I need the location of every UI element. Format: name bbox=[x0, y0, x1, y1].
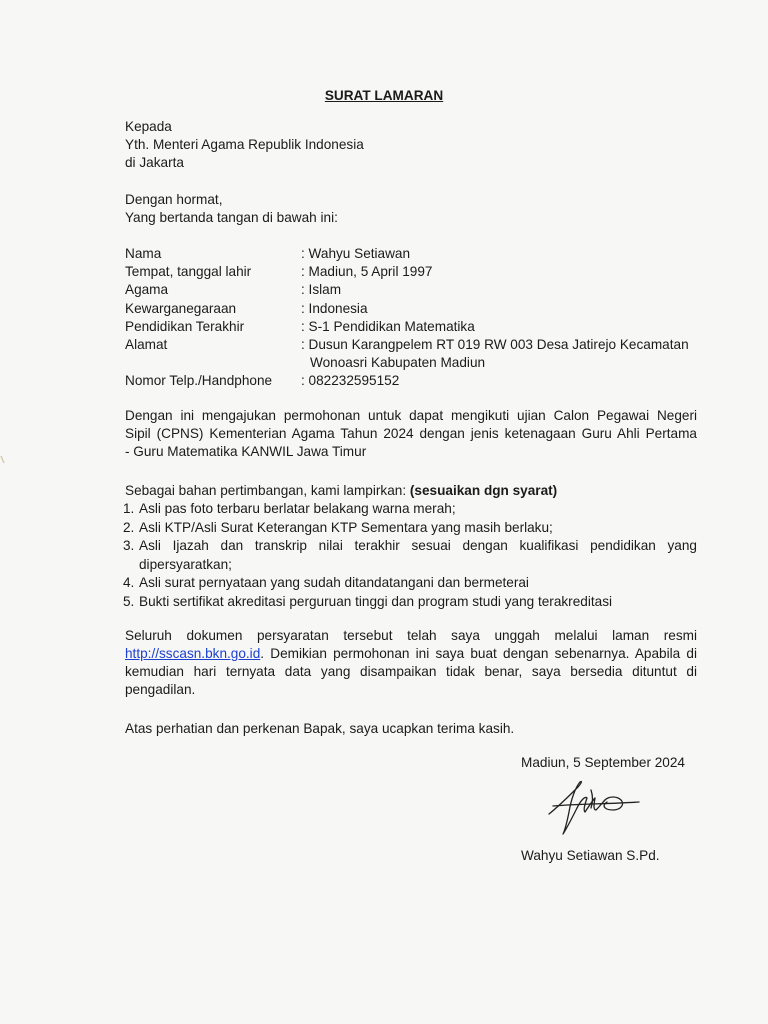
greeting-line: Yang bertanda tangan di bawah ini: bbox=[125, 210, 338, 225]
list-text: Asli pas foto terbaru berlatar belakang warna merah; bbox=[139, 501, 456, 516]
field-value: : Indonesia bbox=[301, 300, 368, 316]
list-item bbox=[125, 500, 697, 519]
field-label: Nomor Telp./Handphone bbox=[125, 373, 273, 389]
field-row-alamat bbox=[125, 336, 725, 372]
applicant-fields bbox=[125, 245, 725, 391]
paragraph-line-rest: . Demikian permohonan ini saya buat dengan sebenarnya. Apabila di bbox=[260, 646, 697, 661]
attachments-list bbox=[125, 500, 697, 611]
list-number: 2. bbox=[123, 519, 135, 535]
field-label: Alamat bbox=[125, 337, 168, 353]
paragraph-line: Sipil (CPNS) Kementerian Agama Tahun 2024 dengan jenis ketenagaan Guru Ahli Pertama bbox=[125, 426, 697, 441]
field-label: Agama bbox=[125, 282, 169, 298]
field-row-agama bbox=[125, 281, 725, 299]
field-value: : Wahyu Setiawan bbox=[301, 246, 411, 261]
list-text-line: Asli Ijazah dan transkrip nilai terakhir sesuai dengan kualifikasi pendidikan yang bbox=[139, 538, 697, 553]
paragraph-line: Dengan ini mengajukan permohonan untuk dapat mengikuti ujian Calon Pegawai Negeri bbox=[125, 408, 697, 423]
list-item bbox=[125, 519, 697, 538]
list-item bbox=[125, 537, 697, 574]
field-value bbox=[301, 336, 725, 372]
list-number: 1. bbox=[123, 501, 135, 516]
list-number: 4. bbox=[123, 575, 135, 590]
field-row-nama bbox=[125, 245, 725, 263]
recipient-line: di Jakarta bbox=[125, 155, 184, 170]
greeting-line: Dengan hormat, bbox=[125, 192, 223, 207]
list-text: Bukti sertifikat akreditasi perguruan tinggi dan program studi yang terakreditasi bbox=[139, 593, 613, 609]
field-value: : 082232595152 bbox=[301, 373, 400, 389]
letter-title: SURAT LAMARAN bbox=[324, 88, 444, 103]
application-paragraph bbox=[125, 407, 697, 461]
signatory-name: Wahyu Setiawan S.Pd. bbox=[521, 848, 660, 863]
recipient-line: Kepada bbox=[125, 119, 172, 134]
recipient-block bbox=[125, 118, 697, 172]
paragraph-line: kemudian hari ternyata data yang disampaikan tidak benar, saya bersedia dituntut di bbox=[125, 664, 697, 679]
field-value: : S-1 Pendidikan Matematika bbox=[301, 318, 475, 334]
greeting-block bbox=[125, 191, 697, 227]
list-text: Asli KTP/Asli Surat Keterangan KTP Sementara yang masih berlaku; bbox=[139, 519, 553, 535]
attachments-intro bbox=[125, 482, 697, 500]
thanks-line: Atas perhatian dan perkenan Bapak, saya ucapkan terima kasih. bbox=[125, 721, 515, 736]
place-date: Madiun, 5 September 2024 bbox=[521, 755, 685, 770]
sscasn-link[interactable]: http://sscasn.bkn.go.id bbox=[125, 646, 261, 661]
field-row-ttl bbox=[125, 263, 725, 281]
paragraph-line: - Guru Matematika KANWIL Jawa Timur bbox=[125, 444, 367, 459]
paragraph-line: pengadilan. bbox=[125, 682, 196, 697]
paper-speck-icon bbox=[0, 455, 6, 465]
attachments-intro-note: (sesuaikan dgn syarat) bbox=[409, 483, 558, 498]
list-item bbox=[125, 593, 697, 612]
address-line-2: Wonoasri Kabupaten Madiun bbox=[310, 355, 486, 371]
field-value: : Islam bbox=[301, 282, 342, 298]
attachments-intro-text: Sebagai bahan pertimbangan, kami lampirkan: bbox=[125, 483, 407, 498]
paragraph-line bbox=[125, 645, 697, 663]
documents-paragraph bbox=[125, 627, 697, 699]
list-item bbox=[125, 574, 697, 593]
field-label: Pendidikan Terakhir bbox=[125, 318, 245, 334]
list-number: 3. bbox=[123, 538, 135, 553]
recipient-line: Yth. Menteri Agama Republik Indonesia bbox=[125, 137, 364, 152]
list-text-line: dipersyaratkan; bbox=[139, 556, 232, 572]
list-number: 5. bbox=[123, 593, 135, 609]
field-row-telp bbox=[125, 372, 725, 390]
field-label: Nama bbox=[125, 246, 162, 261]
list-text bbox=[139, 537, 697, 574]
field-label: Tempat, tanggal lahir bbox=[125, 264, 252, 280]
list-text: Asli surat pernyataan yang sudah ditandatangani dan bermeterai bbox=[139, 575, 529, 590]
attachments-section bbox=[125, 482, 697, 611]
field-row-kewarganegaraan bbox=[125, 300, 725, 318]
field-value: : Madiun, 5 April 1997 bbox=[301, 264, 433, 280]
field-label: Kewarganegaraan bbox=[125, 300, 237, 316]
field-row-pendidikan bbox=[125, 318, 725, 336]
paragraph-line: Seluruh dokumen persyaratan tersebut telah saya unggah melalui laman resmi bbox=[125, 628, 697, 643]
address-line-1: : Dusun Karangpelem RT 019 RW 003 Desa Jatirejo Kecamatan bbox=[301, 337, 689, 353]
signature-image bbox=[547, 776, 641, 838]
